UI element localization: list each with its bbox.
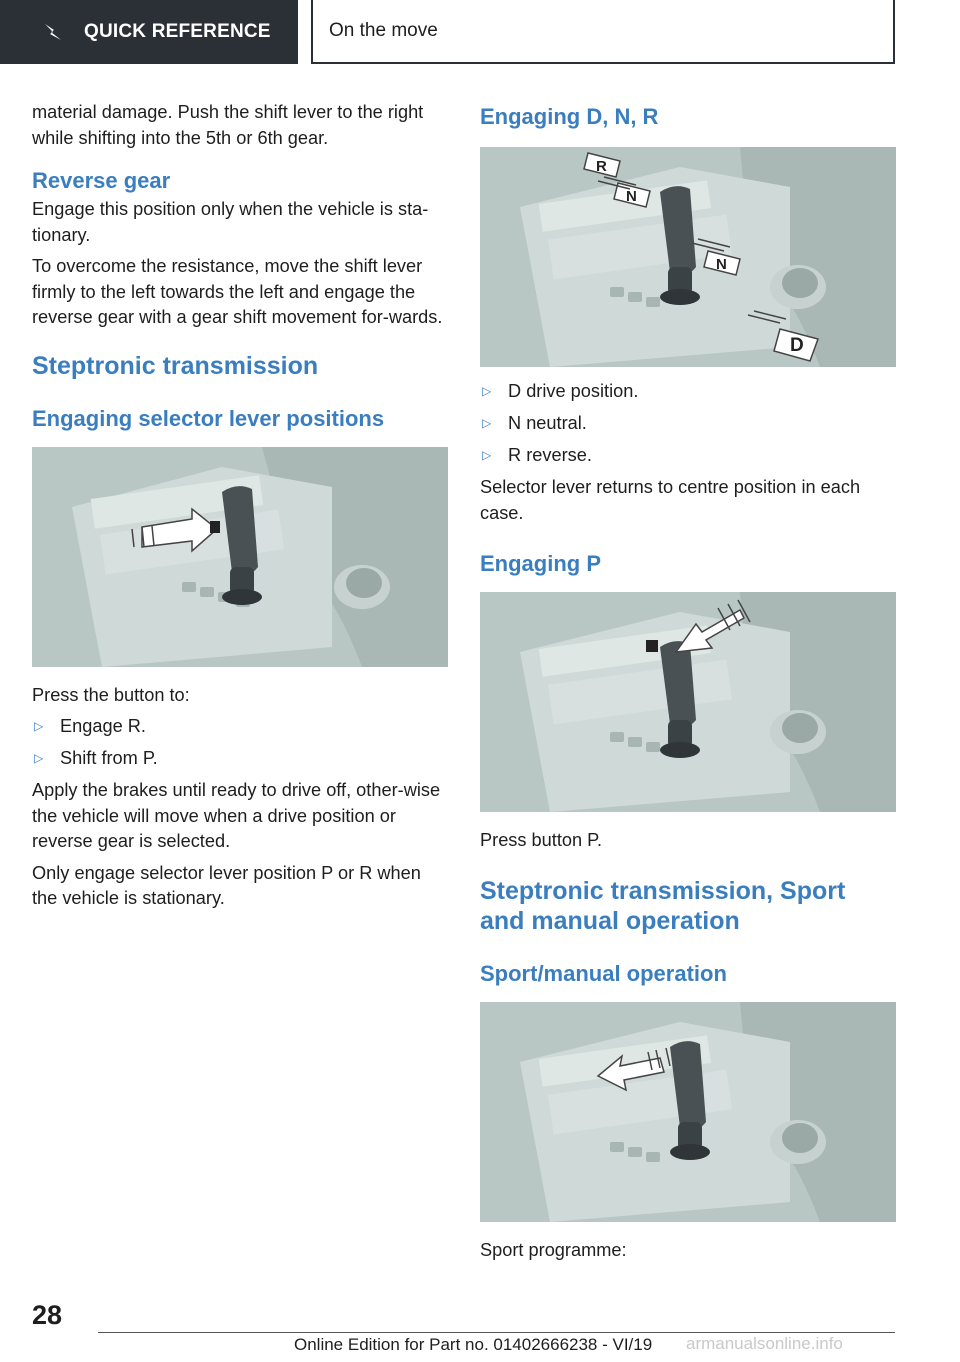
figure-label-n-top: N — [626, 188, 637, 205]
bullet-text: N neutral. — [508, 413, 587, 433]
triangle-bullet-icon: ▷ — [482, 384, 492, 398]
returns-centre-paragraph: Selector lever returns to centre position in each case. — [480, 477, 861, 523]
bullet-item — [480, 443, 896, 469]
watermark-text: armanualsonline.info — [686, 1334, 843, 1353]
only-engage-paragraph: Only engage selector lever position P or R when the vehicle is stationary. — [32, 862, 421, 908]
bullet-item — [32, 714, 448, 740]
triangle-bullet-icon: ▷ — [482, 448, 492, 462]
section-title-tab[interactable] — [311, 0, 895, 64]
quick-reference-label: QUICK REFERENCE — [84, 21, 271, 42]
page-header — [0, 0, 960, 66]
figure-label-d: D — [790, 335, 804, 356]
edition-text: Online Edition for Part no. 01402666238 - VI/19 — [294, 1335, 653, 1354]
apply-brakes-paragraph: Apply the brakes until ready to drive off, other-wise the vehicle will move when a drive position or reverse gear is selected. — [32, 780, 441, 851]
steptronic-heading: Steptronic transmission — [32, 351, 319, 380]
lightning-icon — [42, 21, 64, 43]
quick-reference-tab[interactable] — [0, 0, 298, 64]
bullet-item — [480, 379, 896, 405]
section-title: On the move — [329, 20, 438, 41]
sport-manual-heading: Steptronic transmission, Sport and manual operation — [480, 876, 846, 935]
sport-programme-text: Sport programme: — [480, 1239, 627, 1260]
intro-paragraph: material damage. Push the shift lever to the right while shifting into the 5th or 6th gear. — [32, 102, 424, 148]
engaging-p-heading: Engaging P — [480, 551, 601, 576]
bullet-text: Engage R. — [60, 716, 146, 736]
press-button-text: Press the button to: — [32, 684, 190, 705]
bullet-item — [480, 411, 896, 437]
triangle-bullet-icon: ▷ — [34, 719, 44, 733]
engaging-p-figure — [480, 592, 896, 812]
dnr-figure — [480, 147, 896, 367]
bullet-text: D drive position. — [508, 381, 639, 401]
sport-manual-figure — [480, 1002, 896, 1222]
sport-manual-subheading: Sport/manual operation — [480, 960, 727, 986]
engaging-selector-heading: Engaging selector lever positions — [32, 405, 385, 431]
figure-label-n-bottom: N — [716, 256, 727, 273]
bullet-text: Shift from P. — [60, 748, 158, 768]
footer-divider — [98, 1332, 895, 1333]
right-column — [480, 100, 896, 1269]
reverse-paragraph-1: Engage this position only when the vehicle is sta-tionary. — [32, 199, 429, 245]
bullet-text: R reverse. — [508, 445, 592, 465]
press-p-text: Press button P. — [480, 830, 603, 850]
left-column — [32, 100, 448, 918]
reverse-paragraph-2: To overcome the resistance, move the shift lever firmly to the left towards the left and engage the reverse gear with a gear shift movement for-wards. — [32, 256, 443, 327]
bullet-item — [32, 746, 448, 772]
engaging-dnr-heading: Engaging D, N, R — [480, 104, 659, 129]
page-number: 28 — [32, 1300, 63, 1330]
reverse-gear-heading: Reverse gear — [32, 168, 171, 193]
triangle-bullet-icon: ▷ — [34, 751, 44, 765]
figure-label-r: R — [596, 158, 607, 175]
selector-lever-figure — [32, 447, 448, 667]
triangle-bullet-icon: ▷ — [482, 416, 492, 430]
